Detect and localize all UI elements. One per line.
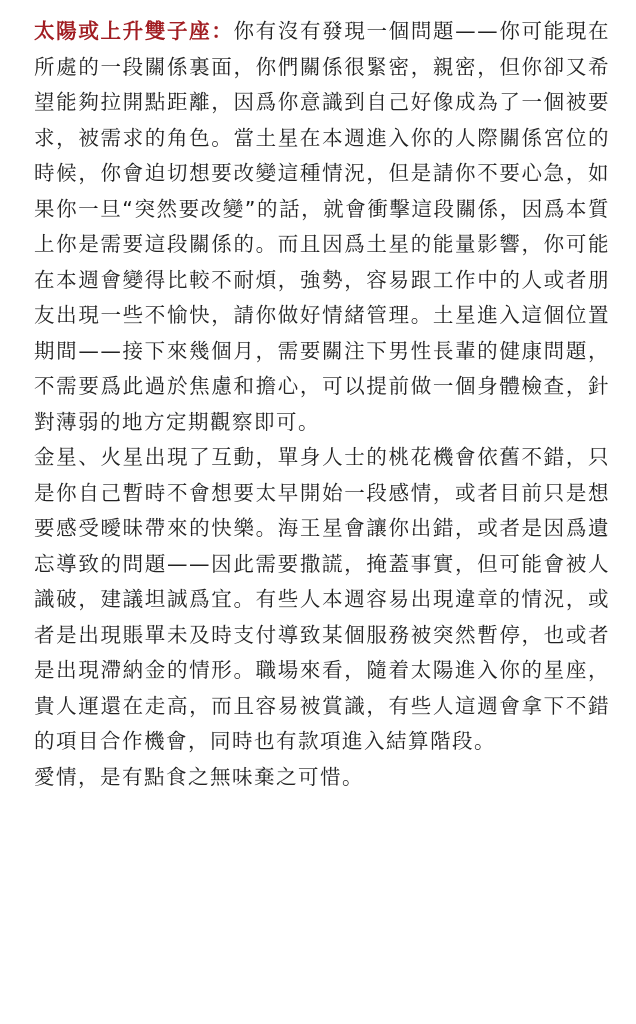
article-body — [34, 14, 610, 795]
paragraph-romance-work — [34, 440, 610, 760]
paragraph-text: 金星、火星出現了互動，單身人士的桃花機會依舊不錯，只是你自己暫時不會想要太早開始一段感情，或者目前只是想要感受曖昧帶來的快樂。海王星會讓你出錯，或者是因爲遺忘導致的問題——因此需要撒謊，掩蓋事實，但可能會被人識破，建議坦誠爲宜。有些人本週容易出現違章的情況，或者是出現賬單未及時支付導致某個服務被突然暫停，也或者是出現滯納金的情形。職場來看，隨着太陽進入你的星座，貴人運還在走高，而且容易被賞識，有些人這週會拿下不錯的項目合作機會，同時也有款項進入結算階段。 — [34, 445, 610, 753]
paragraph-text: 愛情，是有點食之無味棄之可惜。 — [34, 764, 364, 789]
paragraph-text: 你有沒有發現一個問題——你可能現在所處的一段關係裏面，你們關係很緊密，親密，但你卻又希望能夠拉開點距離，因爲你意識到自己好像成為了一個被要求，被需求的角色。當土星在本週進入你的人際關係宮位的時候，你會迫切想要改變這種情況，但是請你不要心急，如果你一旦“突然要改變”的話，就會衝擊這段關係，因爲本質上你是需要這段關係的。而且因爲土星的能量影響，你可能在本週會變得比較不耐煩，強勢，容易跟工作中的人或者朋友出現一些不愉快，請你做好情緒管理。土星進入這個位置期間——接下來幾個月，需要關注下男性長輩的健康問題，不需要爲此過於焦慮和擔心，可以提前做一個身體檢查，針對薄弱的地方定期觀察即可。 — [34, 19, 610, 434]
paragraph-career-relations — [34, 14, 610, 440]
paragraph-love-summary — [34, 760, 610, 796]
sign-heading: 太陽或上升雙子座： — [34, 19, 234, 43]
